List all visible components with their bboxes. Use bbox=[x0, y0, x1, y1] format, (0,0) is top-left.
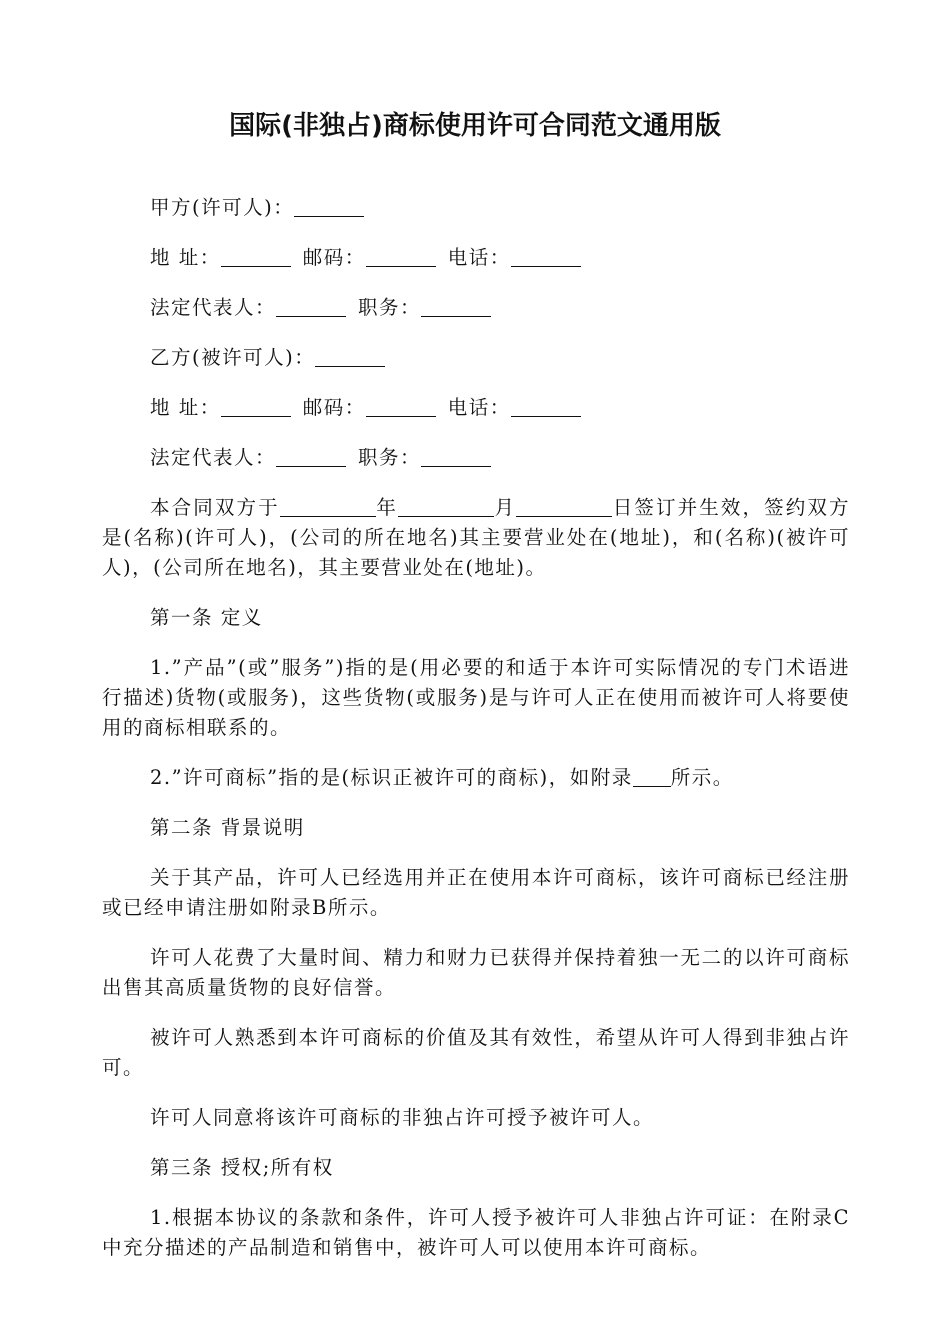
party-a-name-blank bbox=[294, 197, 364, 218]
party-b-postcode-blank bbox=[366, 397, 436, 418]
article2-paragraph3: 被许可人熟悉到本许可商标的价值及其有效性，希望从许可人得到非独占许可。 bbox=[102, 1026, 850, 1079]
article1-heading: 第一条 定义 bbox=[150, 606, 263, 629]
article2-paragraph2: 许可人花费了大量时间、精力和财力已获得并保持着独一无二的以许可商标出售其高质量货物的良好信誉。 bbox=[102, 946, 850, 999]
party-a-address-line bbox=[102, 243, 850, 273]
party-a-postcode-blank bbox=[366, 247, 436, 268]
article3-heading: 第三条 授权;所有权 bbox=[150, 1156, 334, 1179]
party-a-name-label: 甲方(许可人)： bbox=[150, 196, 295, 219]
party-a-position-label: 职务： bbox=[358, 296, 422, 319]
party-b-name-line bbox=[102, 343, 850, 373]
article1-p2-after: 所示。 bbox=[670, 766, 734, 789]
document-title: 国际(非独占)商标使用许可合同范文通用版 bbox=[229, 111, 721, 141]
party-a-position-blank bbox=[421, 297, 491, 318]
party-b-address-blank bbox=[221, 397, 291, 418]
party-b-address-line bbox=[102, 393, 850, 423]
party-a-name-line bbox=[102, 193, 850, 223]
article1-paragraph2 bbox=[102, 763, 850, 793]
party-b-phone-blank bbox=[511, 397, 581, 418]
article2-paragraph4: 许可人同意将该许可商标的非独占许可授予被许可人。 bbox=[150, 1106, 655, 1129]
party-a-phone-label: 电话： bbox=[447, 246, 511, 269]
party-b-rep-blank bbox=[276, 447, 346, 468]
intro-month: 月 bbox=[493, 496, 517, 519]
party-b-rep-label: 法定代表人： bbox=[150, 446, 277, 469]
party-b-address-label: 地 址： bbox=[150, 396, 221, 419]
appendix-blank bbox=[633, 767, 671, 788]
party-a-postcode-label: 邮码： bbox=[302, 246, 366, 269]
party-b-phone-label: 电话： bbox=[447, 396, 511, 419]
party-b-postcode-label: 邮码： bbox=[302, 396, 366, 419]
party-a-address-blank bbox=[221, 247, 291, 268]
party-a-rep-line bbox=[102, 293, 850, 323]
party-a-phone-blank bbox=[511, 247, 581, 268]
article1-paragraph1: 1.”产品”(或”服务”)指的是(用必要的和适于本许可实际情况的专门术语进行描述)货物(或服务)，这些货物(或服务)是与许可人正在使用而被许可人将要使用的商标相联系的。 bbox=[102, 656, 850, 739]
intro-day-blank bbox=[516, 497, 612, 518]
party-b-name-label: 乙方(被许可人)： bbox=[150, 346, 316, 369]
document-body bbox=[102, 193, 850, 1283]
article2-heading: 第二条 背景说明 bbox=[150, 816, 305, 839]
party-a-rep-blank bbox=[276, 297, 346, 318]
party-a-address-label: 地 址： bbox=[150, 246, 221, 269]
party-b-name-blank bbox=[315, 347, 385, 368]
intro-part1: 本合同双方于 bbox=[150, 496, 280, 519]
article1-p2-before: 2.”许可商标”指的是(标识正被许可的商标)，如附录 bbox=[150, 766, 633, 789]
party-b-position-blank bbox=[421, 447, 491, 468]
intro-part2: 日签订并生效，签约双方是(名称)(许可人)，(公司的所在地名)其主要营业处在(地址)，和(名称)(被许可人)，(公司所在地名)，其主要营业处在(地址)。 bbox=[102, 496, 850, 579]
article2-paragraph1: 关于其产品，许可人已经选用并正在使用本许可商标，该许可商标已经注册或已经申请注册如附录B所示。 bbox=[102, 866, 850, 919]
intro-year-blank bbox=[280, 497, 376, 518]
intro-year: 年 bbox=[375, 496, 398, 519]
intro-paragraph bbox=[102, 493, 850, 583]
intro-month-blank bbox=[398, 497, 494, 518]
party-a-rep-label: 法定代表人： bbox=[150, 296, 277, 319]
article3-paragraph1: 1.根据本协议的条款和条件，许可人授予被许可人非独占许可证：在附录C中充分描述的产品制造和销售中，被许可人可以使用本许可商标。 bbox=[102, 1206, 850, 1259]
party-b-rep-line bbox=[102, 443, 850, 473]
party-b-position-label: 职务： bbox=[358, 446, 422, 469]
